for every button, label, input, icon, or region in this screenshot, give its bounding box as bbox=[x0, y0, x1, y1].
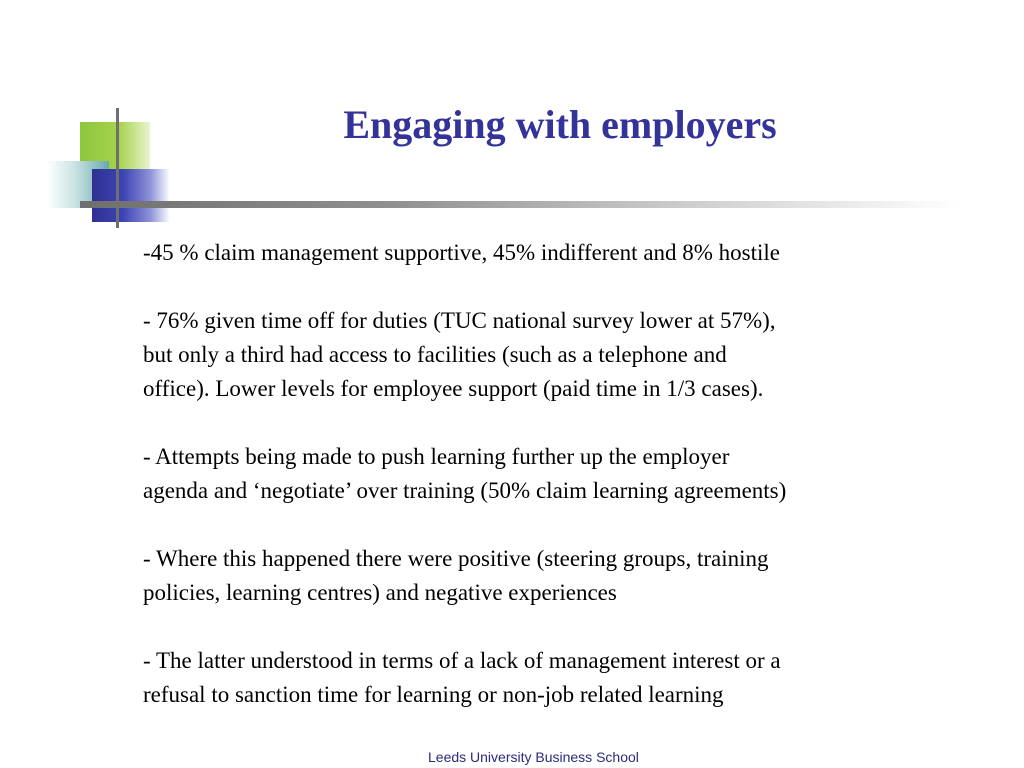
slide-title: Engaging with employers bbox=[343, 102, 777, 147]
bullet-paragraph: - The latter understood in terms of a lack of management interest or a refusal to sanction time for learning or non-job related learning bbox=[143, 648, 781, 707]
blue-square-decoration bbox=[92, 169, 170, 222]
bullet-paragraph: - Where this happened there were positive (steering groups, training policies, learning centres) and negative experiences bbox=[143, 546, 769, 605]
footer-text: Leeds University Business School bbox=[428, 749, 639, 765]
vertical-rule bbox=[116, 108, 119, 228]
bullet-paragraph: - 76% given time off for duties (TUC national survey lower at 57%), but only a third had access to facilities (such as a telephone and office). Lower levels for employee support (paid time in 1/3 cases). bbox=[143, 308, 776, 401]
bullet-paragraph: - Attempts being made to push learning further up the employer agenda and ‘negotiate’ over training (50% claim learning agreements) bbox=[143, 444, 787, 503]
slide-body bbox=[143, 236, 963, 746]
horizontal-rule bbox=[80, 201, 960, 208]
bullet-paragraph: -45 % claim management supportive, 45% indifferent and 8% hostile bbox=[143, 240, 781, 265]
